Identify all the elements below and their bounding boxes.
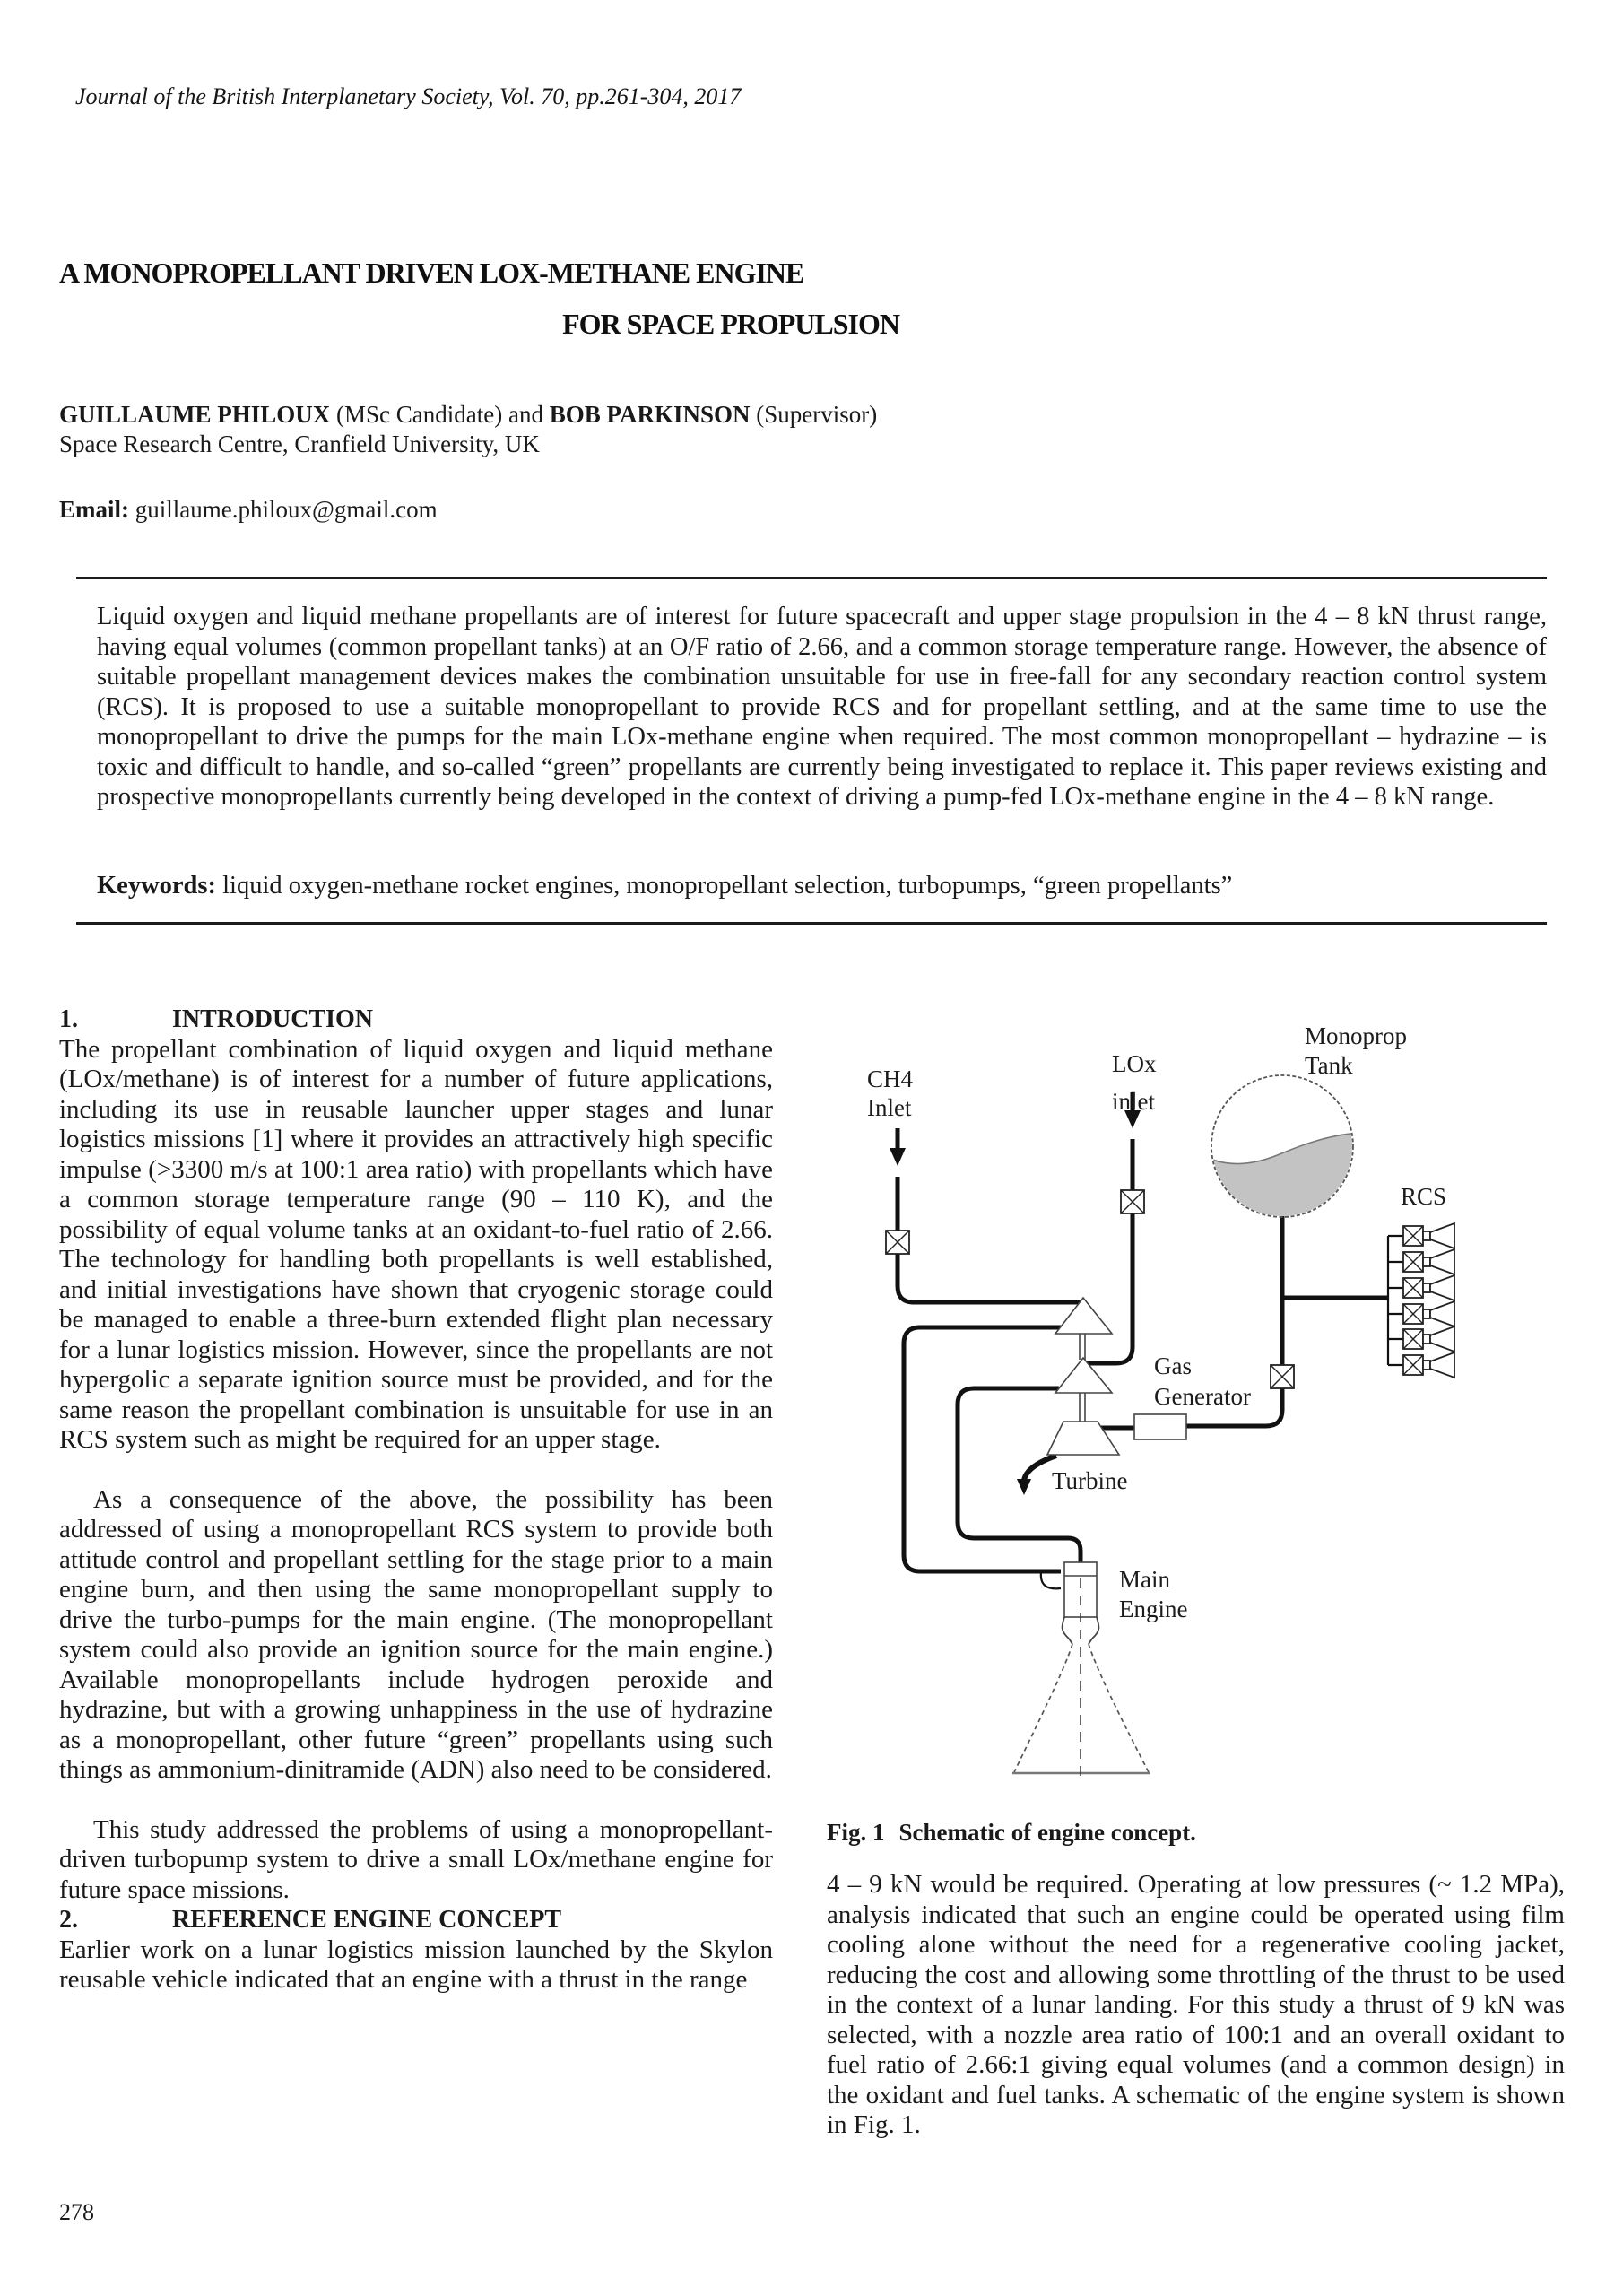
figure-1-schematic: [820, 1022, 1565, 1812]
label-monoprop-tank-2: Tank: [1305, 1052, 1353, 1079]
tank-liquid-fill: [1206, 1133, 1358, 1222]
left-column: [59, 1004, 773, 1996]
affiliation: Space Research Centre, Cranfield University, UK: [59, 430, 540, 457]
label-turbine: Turbine: [1052, 1467, 1128, 1494]
keywords-text: liquid oxygen-methane rocket engines, monopropellant selection, turbopumps, “green propellants”: [215, 872, 1233, 900]
email-label: Email:: [59, 496, 129, 523]
label-main-engine-2: Engine: [1119, 1596, 1188, 1622]
rcs-thruster-icon: [1388, 1249, 1454, 1274]
journal-header: Journal of the British Interplanetary Society, Vol. 70, pp.261-304, 2017: [75, 83, 742, 109]
turbine-exhaust-arrow-icon: [1017, 1456, 1056, 1495]
lox-feed-pipe-lower: [1087, 1213, 1133, 1363]
abstract-text: Liquid oxygen and liquid methane propellants are of interest for future spacecraft and upper stage propulsion in the 4 – 8 kN thrust range, having equal volumes (common propellant tanks) at an O/F ratio of 2.66, and a common storage temperature range. However, the absence of suitable propellant management devices makes the combination unsuitable for use in free-fall for any secondary reaction control system (RCS). It is proposed to use a suitable monopropellant to provide RCS and for propellant settling, and at the same time to use the monopropellant to drive the pumps for the main LOx-methane engine when required. The most common monopropellant – hydrazine – is toxic and difficult to handle, and so-called “green” propellants are currently being investigated to replace it. This paper reviews existing and prospective monopropellants currently being developed in the context of driving a pump-fed LOx-methane engine in the 4 – 8 kN range.: [97, 603, 1547, 811]
figure-1-caption: [827, 1819, 1196, 1847]
label-ch4-inlet-2: Inlet: [867, 1094, 912, 1121]
monoprop-tank: [1206, 1075, 1358, 1222]
author-line: [59, 400, 877, 430]
paper-title-line1: A MONOPROPELLANT DRIVEN LOX-METHANE ENGINE: [59, 257, 804, 289]
rcs-thruster-icon: [1388, 1223, 1454, 1248]
email-address: guillaume.philoux@gmail.com: [129, 496, 438, 523]
label-gas-generator: Gas: [1154, 1352, 1192, 1379]
intro-paragraph-2: As a consequence of the above, the possibility has been addressed of using a monopropellant RCS system to provide both attitude control and propellant settling for the stage prior to a main engine burn, and then using the same monopropellant supply to drive the turbo-pumps for the main engine. (The monopropellant system could also provide an ignition source for the main engine.) Available monopropellants include hydrogen peroxide and hydrazine, but with a growing unhappiness in the use of hydrazine as a monopropellant, other future “green” propellants using such things as ammonium-dinitramide (ADN) also need to be considered.: [59, 1484, 773, 1784]
label-main-engine: Main: [1119, 1566, 1170, 1593]
figure-caption-text: Schematic of engine concept.: [898, 1819, 1196, 1846]
email-line: [59, 496, 438, 524]
rcs-thruster-icon: [1388, 1275, 1454, 1300]
combustion-chamber: [1064, 1562, 1097, 1617]
monoprop-valve-icon: [1271, 1365, 1294, 1388]
gas-generator-box: [1134, 1414, 1186, 1439]
intro-paragraph-3: This study addressed the problems of using a monopropellant-driven turbopump system to drive a small LOx/methane engine for future space missions.: [59, 1814, 773, 1904]
ch4-feed-pipe: [898, 1177, 1081, 1302]
intro-paragraph-1: The propellant combination of liquid oxygen and liquid methane (LOx/methane) is of interest for a number of future applications, including its use in reusable launcher upper stages and lunar logistics missions [1] where it provides an attractively high specific impulse (>3300 m/s at 100:1 area ratio) with propellants which have a common storage temperature range (90 – 110 K), and the possibility of equal volume tanks at an oxidant-to-fuel ratio of 2.66. The technology for handling both propellants is well established, and initial investigations have shown that cryogenic storage could be managed to enable a three-burn extended flight plan necessary for a lunar logistics mission. However, since the propellants are not hypergolic a separate ignition source must be provided, and for the same reason the propellant combination is unsuitable for use in an RCS system such as might be required for an upper stage.: [59, 1034, 773, 1454]
rcs-thruster-icon: [1388, 1301, 1454, 1326]
label-monoprop-tank: Monoprop: [1305, 1022, 1407, 1049]
label-lox-inlet: LOx: [1112, 1050, 1157, 1077]
ch4-valve-icon: [886, 1231, 909, 1254]
author-name-2: BOB PARKINSON: [549, 401, 751, 428]
author-block: [59, 400, 877, 459]
right-column: [827, 1870, 1565, 2141]
page-number: 278: [59, 2199, 94, 2225]
section-2-heading: [59, 1905, 773, 1935]
fuel-pump-outlet-pipe: [904, 1327, 1061, 1571]
abstract-rule-top: [76, 577, 1547, 579]
section-2-paragraph-2: 4 – 9 kN would be required. Operating at low pressures (~ 1.2 MPa), analysis indicated that such an engine could be operated using film cooling alone without the need for a regenerative cooling jacket, reducing the cost and allowing some throttling of the thrust to be used in the context of a lunar landing. For this study a thrust of 9 kN was selected, with a nozzle area ratio of 100:1 and an overall oxidant to fuel ratio of 2.66:1 giving equal volumes (and a common design) in the oxidant and fuel tanks. A schematic of the engine system is shown in Fig. 1.: [827, 1870, 1565, 2139]
keywords-line: [97, 872, 1547, 900]
section-2-title: REFERENCE ENGINE CONCEPT: [172, 1906, 562, 1934]
section-2-paragraph-1: Earlier work on a lunar logistics mission launched by the Skylon reusable vehicle indicated that an engine with a thrust in the range: [59, 1935, 773, 1994]
lox-valve-icon: [1121, 1190, 1144, 1213]
figure-caption-label: Fig. 1: [827, 1819, 885, 1846]
main-engine-nozzle: [1014, 1644, 1072, 1772]
rcs-manifold: [1388, 1223, 1454, 1378]
author-name-1: GUILLAUME PHILOUX: [59, 401, 331, 428]
author-role-2: (Supervisor): [750, 401, 878, 428]
label-gas-generator-2: Generator: [1154, 1383, 1251, 1410]
label-rcs: RCS: [1401, 1183, 1447, 1210]
keywords-label: Keywords:: [97, 872, 216, 900]
rcs-thruster-icon: [1388, 1326, 1454, 1352]
label-lox-inlet-2: inlet: [1112, 1088, 1155, 1115]
section-1-title: INTRODUCTION: [172, 1005, 374, 1033]
ch4-inlet-arrow-icon: [890, 1128, 906, 1166]
author-role-1: (MSc Candidate) and: [330, 401, 550, 428]
label-ch4-inlet: CH4: [867, 1065, 914, 1092]
paper-title-line2: FOR SPACE PROPULSION: [562, 308, 899, 340]
rcs-thruster-icon: [1388, 1352, 1454, 1378]
section-1-heading: [59, 1004, 773, 1035]
section-1-number: 1.: [59, 1005, 78, 1033]
abstract-rule-bottom: [76, 922, 1547, 925]
fuel-injector-hook: [1041, 1572, 1061, 1588]
section-2-number: 2.: [59, 1906, 78, 1934]
